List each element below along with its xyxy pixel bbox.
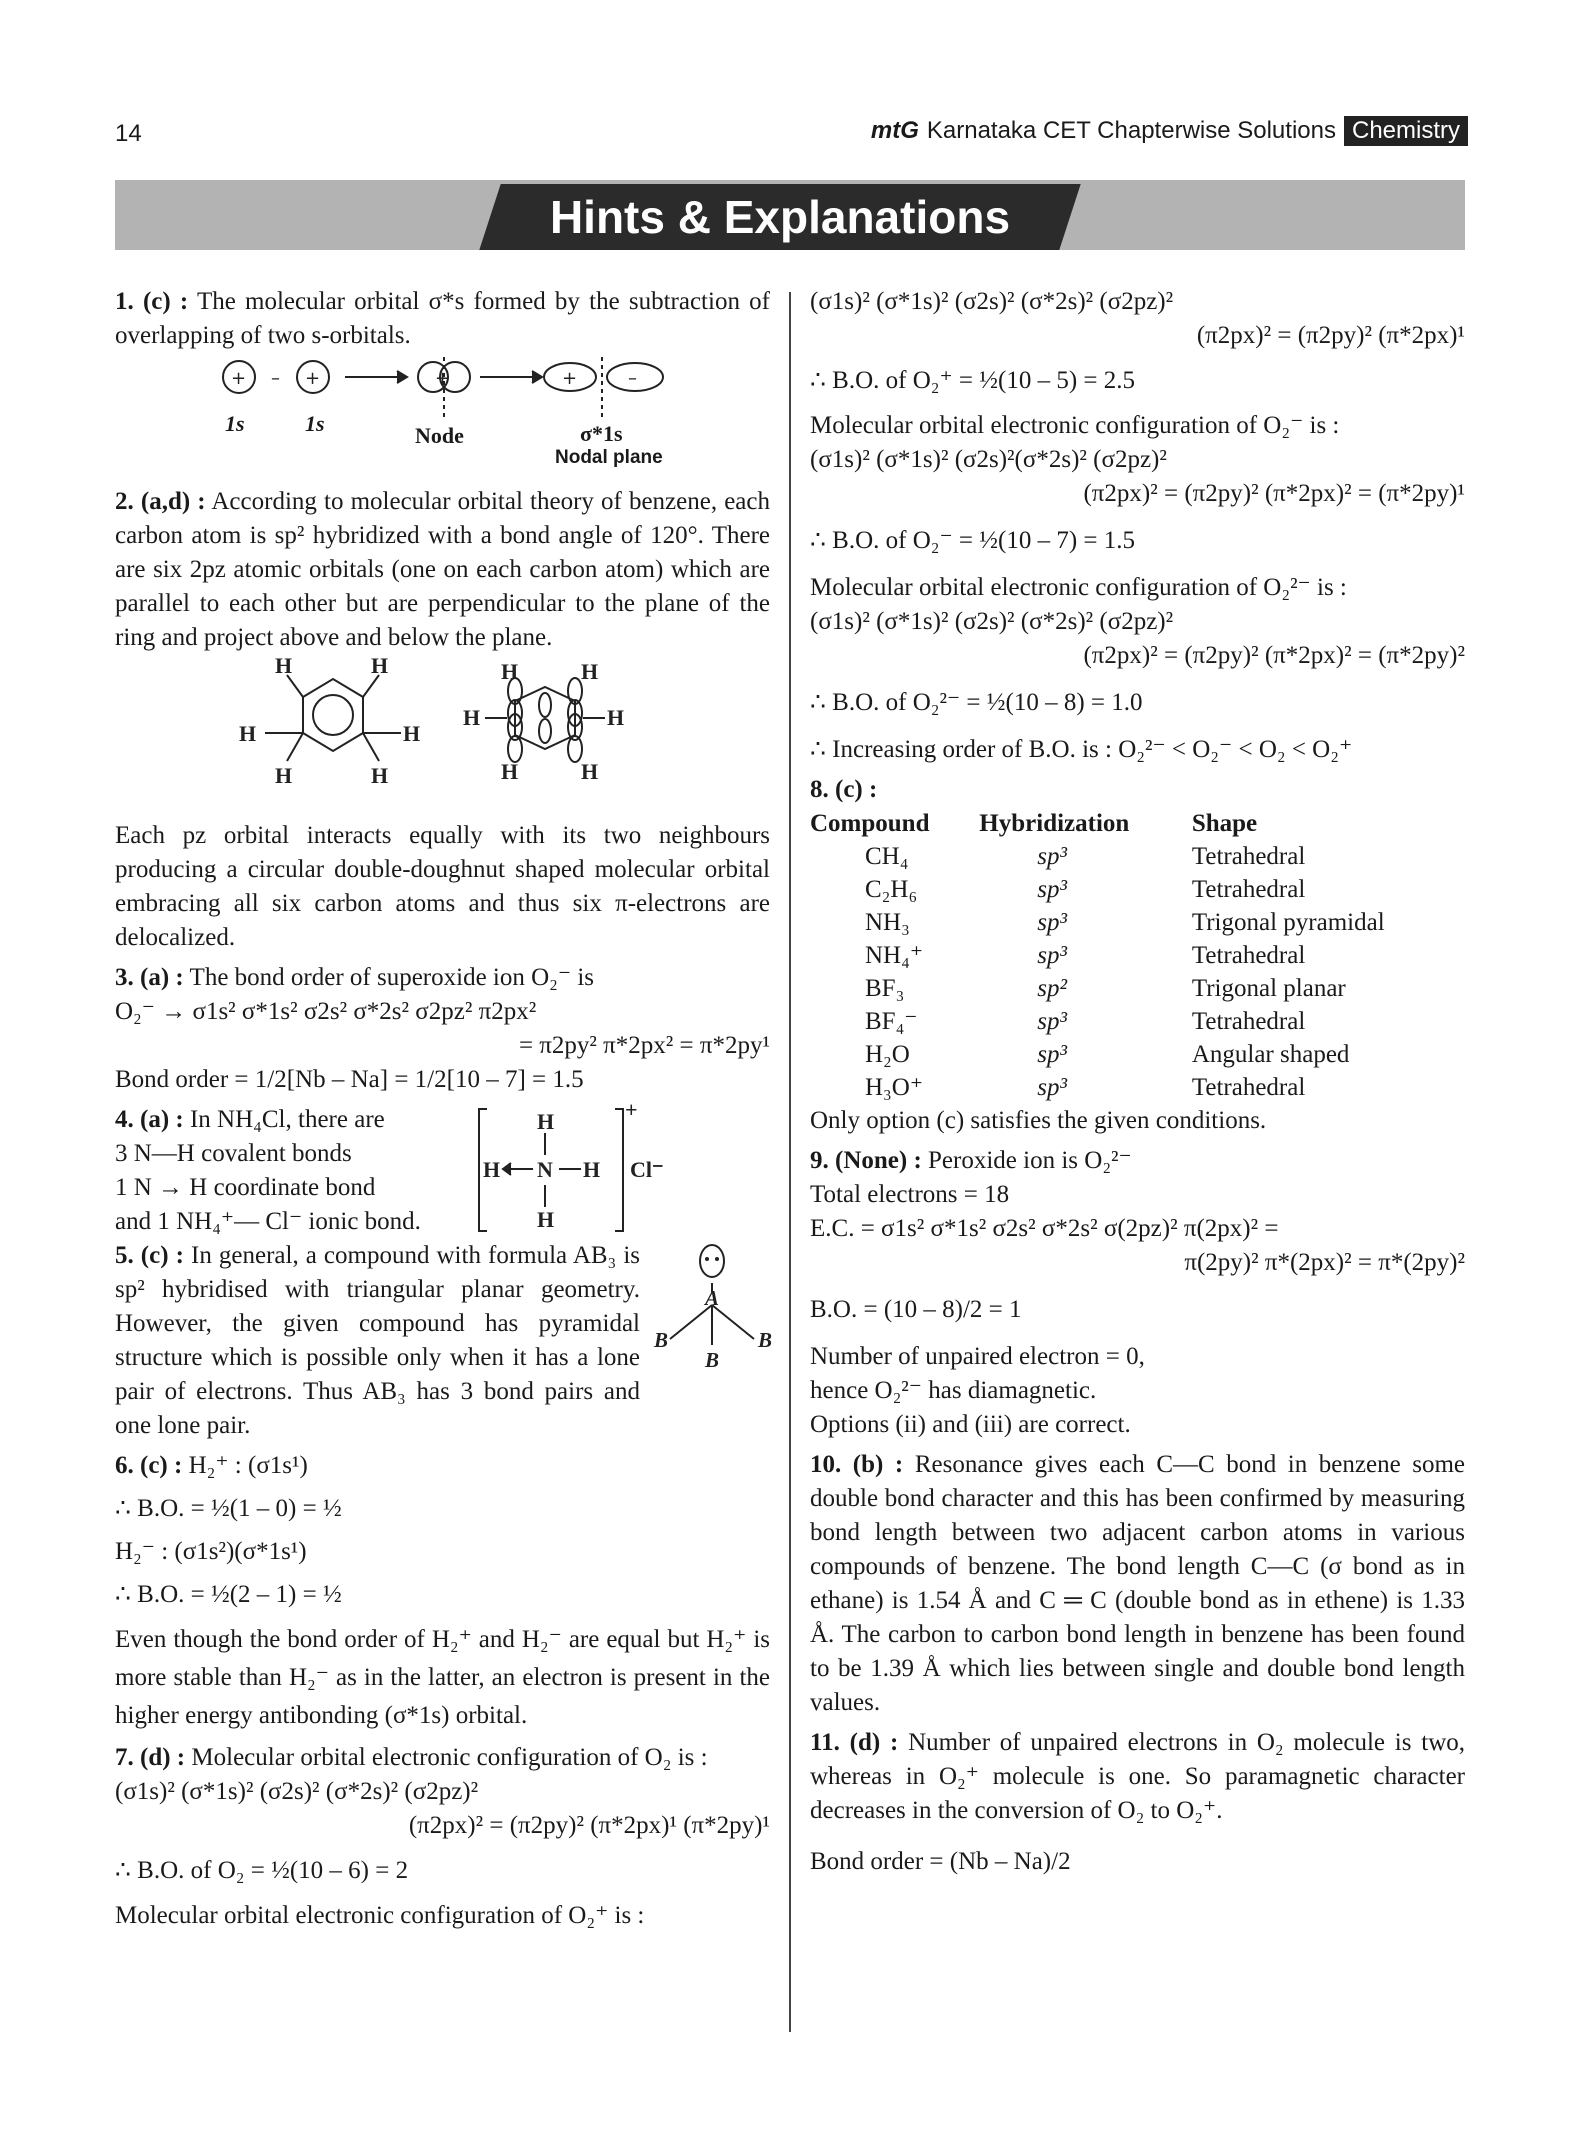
svg-text:H: H bbox=[501, 759, 519, 784]
answer-9-line-2: Total electrons = 18 bbox=[810, 1181, 1010, 1208]
table-cell: BF₄⁻ bbox=[865, 1008, 918, 1035]
table-cell: Tetrahedral bbox=[1191, 1008, 1306, 1035]
table-cell: Trigonal planar bbox=[1191, 975, 1346, 1002]
benzene-diagrams bbox=[115, 653, 770, 811]
answer-3-key: 3. (a) : bbox=[115, 964, 184, 991]
answer-4-line-2: 3 N—H covalent bonds bbox=[115, 1140, 352, 1167]
subject-tag: Chemistry bbox=[1344, 116, 1468, 146]
bond-order-order: ∴ Increasing order of B.O. is : O₂²⁻ < O₂⁻ < O₂ < O₂⁺ bbox=[810, 736, 1353, 763]
svg-text:A: A bbox=[705, 1286, 720, 1310]
svg-text:B: B bbox=[705, 1348, 720, 1372]
answer-11-text: Number of unpaired electrons in O₂ molecule is two, whereas in O₂⁺ molecule is one. So paramagnetic character decreases in the conversion of O₂ to O₂⁺. bbox=[810, 1729, 1466, 1824]
table-row bbox=[810, 972, 1465, 1005]
table-cell: sp³ bbox=[1037, 1041, 1068, 1068]
table-cell: H₃O⁺ bbox=[865, 1074, 924, 1101]
left-column bbox=[115, 285, 773, 1933]
hybridization-table bbox=[810, 807, 1465, 1104]
answer-9-line-7: hence O₂²⁻ has diamagnetic. bbox=[810, 1377, 1097, 1404]
svg-text:+: + bbox=[562, 368, 578, 389]
table-cell: Tetrahedral bbox=[1191, 876, 1306, 903]
svg-text:+: + bbox=[305, 368, 321, 389]
svg-text:H: H bbox=[403, 721, 421, 746]
page-number: 14 bbox=[115, 120, 142, 147]
answer-7-line-5: Molecular orbital electronic configuration of O₂⁺ is : bbox=[115, 1902, 645, 1929]
svg-text:H: H bbox=[581, 759, 599, 784]
answer-5 bbox=[115, 1239, 773, 1443]
fig1-label-1s-a: 1s bbox=[225, 411, 245, 436]
table-cell: NH₄⁺ bbox=[865, 942, 924, 969]
table-cell: sp³ bbox=[1037, 942, 1068, 969]
table-row bbox=[810, 1071, 1465, 1104]
table-cell: Angular shaped bbox=[1191, 1041, 1350, 1068]
answer-8-conclusion: Only option (c) satisfies the given conditions. bbox=[810, 1107, 1267, 1134]
answer-1-key: 1. (c) : bbox=[115, 288, 189, 315]
table-cell: sp² bbox=[1037, 975, 1068, 1002]
o2minus-bond-order: ∴ B.O. of O₂⁻ = ½(10 – 7) = 1.5 bbox=[810, 527, 1136, 554]
o2plus-bond-order: ∴ B.O. of O₂⁺ = ½(10 – 5) = 2.5 bbox=[810, 367, 1136, 394]
column-divider bbox=[789, 292, 791, 2032]
o2minus-config-heading: Molecular orbital electronic configuration of O₂⁻ is : bbox=[810, 412, 1340, 439]
peroxide-config-line-2: (π2px)² = (π2py)² (π*2px)² = (π*2py)² bbox=[1083, 642, 1465, 669]
peroxide-config-heading: Molecular orbital electronic configuration of O₂²⁻ is : bbox=[810, 574, 1347, 601]
answer-1 bbox=[115, 285, 770, 353]
table-cell: CH₄ bbox=[865, 843, 909, 870]
svg-text:H: H bbox=[583, 1157, 601, 1182]
ammonium-chloride-structure bbox=[475, 1097, 664, 1237]
svg-text:H: H bbox=[275, 763, 293, 788]
table-cell: sp³ bbox=[1037, 876, 1068, 903]
answer-6-line-2: ∴ B.O. = ½(1 – 0) = ½ bbox=[115, 1495, 342, 1522]
answer-11-bond-order: Bond order = (Nb – Na)/2 bbox=[810, 1848, 1071, 1875]
answer-3 bbox=[115, 961, 770, 995]
o2plus-config-line-1: (σ1s)² (σ*1s)² (σ2s)² (σ*2s)² (σ2pz)² bbox=[810, 288, 1174, 315]
answer-6 bbox=[115, 1449, 770, 1735]
answer-4-line-1: In NH₄Cl, there are bbox=[189, 1106, 385, 1133]
answer-5-key: 5. (c) : bbox=[115, 1242, 184, 1269]
svg-text:H: H bbox=[501, 659, 519, 684]
orbital-overlap-figure bbox=[115, 359, 770, 477]
table-cell: Tetrahedral bbox=[1191, 1074, 1306, 1101]
svg-text:H: H bbox=[537, 1207, 555, 1232]
answer-3-line-3: = π2py² π*2px² = π*2py¹ bbox=[518, 1032, 770, 1059]
svg-text:H: H bbox=[463, 705, 481, 730]
answer-2-continued: Each pz orbital interacts equally with its two neighbours producing a circular double-doughnut shaped molecular orbital embracing all six carbon atoms and thus six π-electrons are delocalized. bbox=[115, 822, 770, 951]
answer-4 bbox=[115, 1097, 770, 1239]
answer-9-line-5: B.O. = (10 – 8)/2 = 1 bbox=[810, 1296, 1022, 1323]
svg-text:H: H bbox=[371, 763, 389, 788]
answer-7-line-2: (σ1s)² (σ*1s)² (σ2s)² (σ*2s)² (σ2pz)² bbox=[115, 1778, 479, 1805]
table-header: Shape bbox=[1191, 810, 1258, 837]
table-cell: sp³ bbox=[1037, 1008, 1068, 1035]
answer-10-key: 10. (b) : bbox=[810, 1451, 904, 1478]
fig1-label-sigma: σ*1s bbox=[580, 421, 623, 446]
table-row bbox=[810, 1005, 1465, 1038]
benzene-structures-figure bbox=[115, 653, 770, 811]
ab3-pyramidal-structure bbox=[650, 1243, 773, 1373]
answer-9 bbox=[810, 1144, 1465, 1442]
answer-9-line-1: Peroxide ion is O₂²⁻ bbox=[928, 1147, 1132, 1174]
banner-title: Hints & Explanations bbox=[549, 191, 1011, 243]
answer-4-line-3: 1 N → H coordinate bond bbox=[115, 1174, 376, 1201]
svg-text:H: H bbox=[371, 653, 389, 678]
answer-7 bbox=[115, 1741, 770, 1933]
svg-text:H: H bbox=[607, 705, 625, 730]
svg-text:+: + bbox=[625, 1097, 638, 1122]
answer-6-line-4: ∴ B.O. = ½(2 – 1) = ½ bbox=[115, 1581, 342, 1608]
answer-6-line-3: H₂⁻ : (σ1s²)(σ*1s¹) bbox=[115, 1538, 307, 1565]
answer-7-key: 7. (d) : bbox=[115, 1744, 186, 1771]
table-cell: C₂H₆ bbox=[865, 876, 918, 903]
table-cell: NH₃ bbox=[865, 909, 910, 936]
answer-6-line-1: H₂⁺ : (σ1s¹) bbox=[188, 1452, 308, 1479]
answer-2 bbox=[115, 485, 770, 655]
answer-10-text: Resonance gives each C—C bond in benzene some double bond character and this has been confirmed by measuring bond length between two adjacent carbon atoms in various compounds of benzene. The bond length C—C (σ bond as in ethane) is 1.54 Å and C ═ C (double bond as in ethene) is 1.33 Å. The carbon to carbon bond length in benzene has been found to be 1.39 Å which lies between single and double bond length values. bbox=[810, 1451, 1465, 1716]
o2minus-config-line-2: (π2px)² = (π2py)² (π*2px)² = (π*2py)¹ bbox=[1083, 480, 1465, 507]
table-cell: sp³ bbox=[1037, 909, 1068, 936]
table-cell: Tetrahedral bbox=[1191, 942, 1306, 969]
fig1-label-node: Node bbox=[415, 423, 464, 448]
svg-text:H: H bbox=[581, 659, 599, 684]
peroxide-bond-order: ∴ B.O. of O₂²⁻ = ½(10 – 8) = 1.0 bbox=[810, 689, 1143, 716]
answer-9-key: 9. (None) : bbox=[810, 1147, 922, 1174]
table-row bbox=[810, 1038, 1465, 1071]
table-header: Hybridization bbox=[979, 810, 1130, 837]
sigma-star-orbital-diagram bbox=[115, 359, 770, 477]
table-header: Compound bbox=[810, 810, 930, 837]
answer-2-text: According to molecular orbital theory of benzene, each carbon atom is sp² hybridized with a bond angle of 120°. There are six 2pz atomic orbitals (one on each carbon atom) which are parallel to each other but are perpendicular to the plane of the ring and project above and below the plane. bbox=[115, 488, 770, 651]
table-cell: H₂O bbox=[865, 1041, 910, 1068]
answer-3-line-1: The bond order of superoxide ion O₂⁻ is bbox=[189, 964, 595, 991]
table-row bbox=[810, 840, 1465, 873]
answer-6-key: 6. (c) : bbox=[115, 1452, 183, 1479]
fig1-label-1s-b: 1s bbox=[305, 411, 325, 436]
answer-11-key: 11. (d) : bbox=[810, 1729, 899, 1756]
answer-11 bbox=[810, 1726, 1465, 1828]
answer-7-line-3: (π2px)² = (π2py)² (π*2px)¹ (π*2py)¹ bbox=[408, 1812, 770, 1839]
table-row bbox=[810, 873, 1465, 906]
answer-7-line-1: Molecular orbital electronic configuration of O₂ is : bbox=[191, 1744, 708, 1771]
svg-text:Cl⁻: Cl⁻ bbox=[630, 1157, 664, 1182]
table-cell: Trigonal pyramidal bbox=[1191, 909, 1385, 936]
answer-7-line-4: ∴ B.O. of O₂ = ½(10 – 6) = 2 bbox=[115, 1857, 409, 1884]
answer-1-text: The molecular orbital σ*s formed by the subtraction of overlapping of two s-orbitals. bbox=[115, 288, 770, 349]
svg-text:–: – bbox=[271, 368, 280, 389]
answer-9-line-8: Options (ii) and (iii) are correct. bbox=[810, 1411, 1131, 1438]
answer-10 bbox=[810, 1448, 1465, 1720]
right-column bbox=[810, 285, 1465, 1890]
running-head bbox=[871, 116, 1468, 146]
table-row bbox=[810, 906, 1465, 939]
table-header-row bbox=[810, 807, 1465, 840]
answer-3-line-2: O₂⁻ → σ1s² σ*1s² σ2s² σ*2s² σ2pz² π2px² bbox=[115, 998, 537, 1025]
answer-9-line-3: E.C. = σ1s² σ*1s² σ2s² σ*2s² σ(2pz)² π(2px)² = bbox=[810, 1215, 1279, 1242]
o2plus-config-line-2: (π2px)² = (π2py)² (π*2px)¹ bbox=[1196, 322, 1465, 349]
answer-9-line-6: Number of unpaired electron = 0, bbox=[810, 1343, 1145, 1370]
table-cell: sp³ bbox=[1037, 843, 1068, 870]
answer-8-key: 8. (c) : bbox=[810, 776, 878, 803]
fig1-label-nodal-plane: Nodal plane bbox=[555, 447, 663, 468]
answer-6-text: Even though the bond order of H₂⁺ and H₂⁻ are equal but H₂⁺ is more stable than H₂⁻ as in the latter, an electron is present in the higher energy antibonding (σ*1s) orbital. bbox=[115, 1626, 770, 1729]
peroxide-config-line-1: (σ1s)² (σ*1s)² (σ2s)² (σ*2s)² (σ2pz)² bbox=[810, 608, 1174, 635]
answer-4-key: 4. (a) : bbox=[115, 1106, 184, 1133]
table-cell: Tetrahedral bbox=[1191, 843, 1306, 870]
svg-text:H: H bbox=[275, 653, 293, 678]
svg-text:+: + bbox=[231, 368, 247, 389]
svg-text:H: H bbox=[537, 1109, 555, 1134]
o2minus-config-line-1: (σ1s)² (σ*1s)² (σ2s)²(σ*2s)² (σ2pz)² bbox=[810, 446, 1167, 473]
answer-9-line-4: π(2py)² π*(2px)² = π*(2py)² bbox=[1184, 1249, 1465, 1276]
svg-text:–: – bbox=[628, 368, 637, 389]
table-cell: BF₃ bbox=[865, 975, 905, 1002]
publisher-logo: mtG bbox=[870, 117, 919, 144]
svg-text:H: H bbox=[483, 1157, 501, 1182]
answer-5-text: In general, a compound with formula AB₃ is sp² hybridised with triangular planar geometry. However, the given compound has pyramidal structure which is possible only when it has a lone pair of electrons. Thus AB₃ has 3 bond pairs and one lone pair. bbox=[115, 1242, 640, 1439]
svg-text:H: H bbox=[239, 721, 257, 746]
answer-3-line-4: Bond order = 1/2[Nb – Na] = 1/2[10 – 7] = 1.5 bbox=[115, 1066, 584, 1093]
svg-text:B: B bbox=[654, 1328, 669, 1352]
svg-text:N: N bbox=[537, 1157, 553, 1182]
svg-text:B: B bbox=[758, 1328, 773, 1352]
answer-2-key: 2. (a,d) : bbox=[115, 488, 206, 515]
table-cell: sp³ bbox=[1037, 1074, 1068, 1101]
svg-text:+: + bbox=[435, 368, 451, 389]
answer-4-line-4: and 1 NH₄⁺— Cl⁻ ionic bond. bbox=[115, 1208, 421, 1235]
table-row bbox=[810, 939, 1465, 972]
book-title: Karnataka CET Chapterwise Solutions bbox=[926, 117, 1336, 144]
